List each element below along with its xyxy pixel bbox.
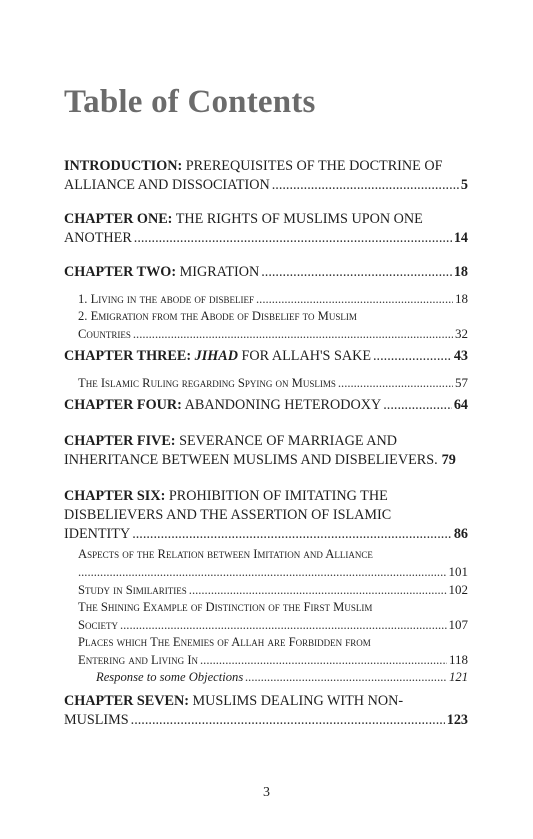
- entry-title-cont: Entering and Living In: [78, 653, 199, 667]
- toc-entry-introduction[interactable]: [64, 157, 468, 195]
- entry-page: 123: [446, 712, 468, 728]
- toc-subentry-similarities[interactable]: [64, 581, 468, 599]
- entry-label: CHAPTER THREE:: [64, 348, 192, 364]
- entry-title: The Shining Example of Distinction of the First Muslim: [78, 600, 373, 614]
- toc-subentry-shining-example[interactable]: [64, 599, 468, 634]
- toc-subentry-living-in-abode[interactable]: [64, 290, 468, 308]
- toc-subentry-spying[interactable]: [64, 374, 468, 392]
- entry-page: 118: [448, 652, 468, 667]
- entry-title-cont: Society: [78, 618, 118, 632]
- toc-entry-chapter-one[interactable]: [64, 210, 468, 248]
- table-of-contents: [64, 150, 468, 730]
- toc-entry-chapter-seven[interactable]: [64, 692, 468, 730]
- entry-label: CHAPTER FIVE:: [64, 433, 176, 449]
- entry-title: 2. Emigration from the Abode of Disbelief to Muslim: [78, 309, 357, 323]
- entry-title: PREREQUISITES OF THE DOCTRINE OF: [185, 158, 443, 174]
- entry-title: FOR ALLAH'S SAKE: [241, 348, 371, 364]
- entry-title: PROHIBITION OF IMITATING THE: [168, 488, 388, 504]
- entry-page: 101: [448, 564, 468, 579]
- entry-title: Aspects of the Relation between Imitation and Alliance: [78, 547, 373, 561]
- toc-subentry-places-forbidden[interactable]: [64, 634, 468, 669]
- entry-title: Response to some Objections: [96, 670, 244, 684]
- entry-page: 102: [448, 582, 468, 597]
- entry-title: 1. Living in the abode of disbelief: [78, 292, 255, 306]
- page-title: Table of Contents: [64, 84, 316, 120]
- toc-entry-chapter-four[interactable]: [64, 396, 468, 415]
- entry-title: Places which The Enemies of Allah are Forbidden from: [78, 635, 371, 649]
- entry-page: 18: [455, 291, 468, 306]
- entry-page: 32: [455, 326, 468, 341]
- entry-title: ABANDONING HETERODOXY: [184, 397, 382, 413]
- entry-page: 5: [460, 177, 468, 193]
- entry-page: 64: [453, 397, 468, 413]
- toc-entry-chapter-two[interactable]: [64, 263, 468, 282]
- entry-page: 57: [455, 375, 468, 390]
- entry-title: THE RIGHTS OF MUSLIMS UPON ONE: [175, 211, 423, 227]
- entry-page: 86: [453, 526, 468, 542]
- entry-page: 121: [449, 670, 468, 684]
- entry-label: INTRODUCTION:: [64, 158, 183, 174]
- entry-page: 14: [453, 230, 468, 246]
- toc-entry-chapter-three[interactable]: [64, 347, 468, 366]
- entry-title: The Islamic Ruling regarding Spying on Muslims: [78, 376, 336, 390]
- entry-page: 43: [453, 348, 468, 364]
- page-number: 3: [263, 785, 270, 800]
- entry-page: 107: [448, 617, 468, 632]
- toc-subentry-aspects-relation[interactable]: [64, 546, 468, 581]
- entry-label: CHAPTER TWO:: [64, 264, 177, 280]
- entry-title-cont: ANOTHER: [64, 230, 132, 246]
- entry-title-cont: INHERITANCE BETWEEN MUSLIMS AND DISBELIEVERS.: [64, 452, 438, 468]
- entry-title: SEVERANCE OF MARRIAGE AND: [179, 433, 398, 449]
- entry-title-cont: MUSLIMS: [64, 712, 129, 728]
- entry-label: CHAPTER SEVEN:: [64, 693, 189, 709]
- entry-title: Study in Similarities: [78, 583, 187, 597]
- toc-entry-chapter-five[interactable]: [64, 432, 468, 470]
- toc-subentry-emigration[interactable]: [64, 308, 468, 343]
- entry-title-cont: ALLIANCE AND DISSOCIATION: [64, 177, 270, 193]
- entry-label: CHAPTER SIX:: [64, 488, 166, 504]
- entry-label: CHAPTER FOUR:: [64, 397, 182, 413]
- entry-label: CHAPTER ONE:: [64, 211, 173, 227]
- entry-title-cont: Countries: [78, 327, 131, 341]
- entry-title-cont: IDENTITY: [64, 526, 131, 542]
- entry-title-cont: DISBELIEVERS AND THE ASSERTION OF ISLAMIC: [64, 507, 392, 523]
- entry-title: MIGRATION: [179, 264, 260, 280]
- entry-title: MUSLIMS DEALING WITH NON-: [192, 693, 404, 709]
- entry-page: 79: [441, 452, 456, 468]
- entry-emphasis: JIHAD: [194, 348, 238, 364]
- toc-subentry-response-objections[interactable]: [64, 669, 468, 686]
- toc-entry-chapter-six[interactable]: [64, 487, 468, 544]
- entry-page: 18: [453, 264, 468, 280]
